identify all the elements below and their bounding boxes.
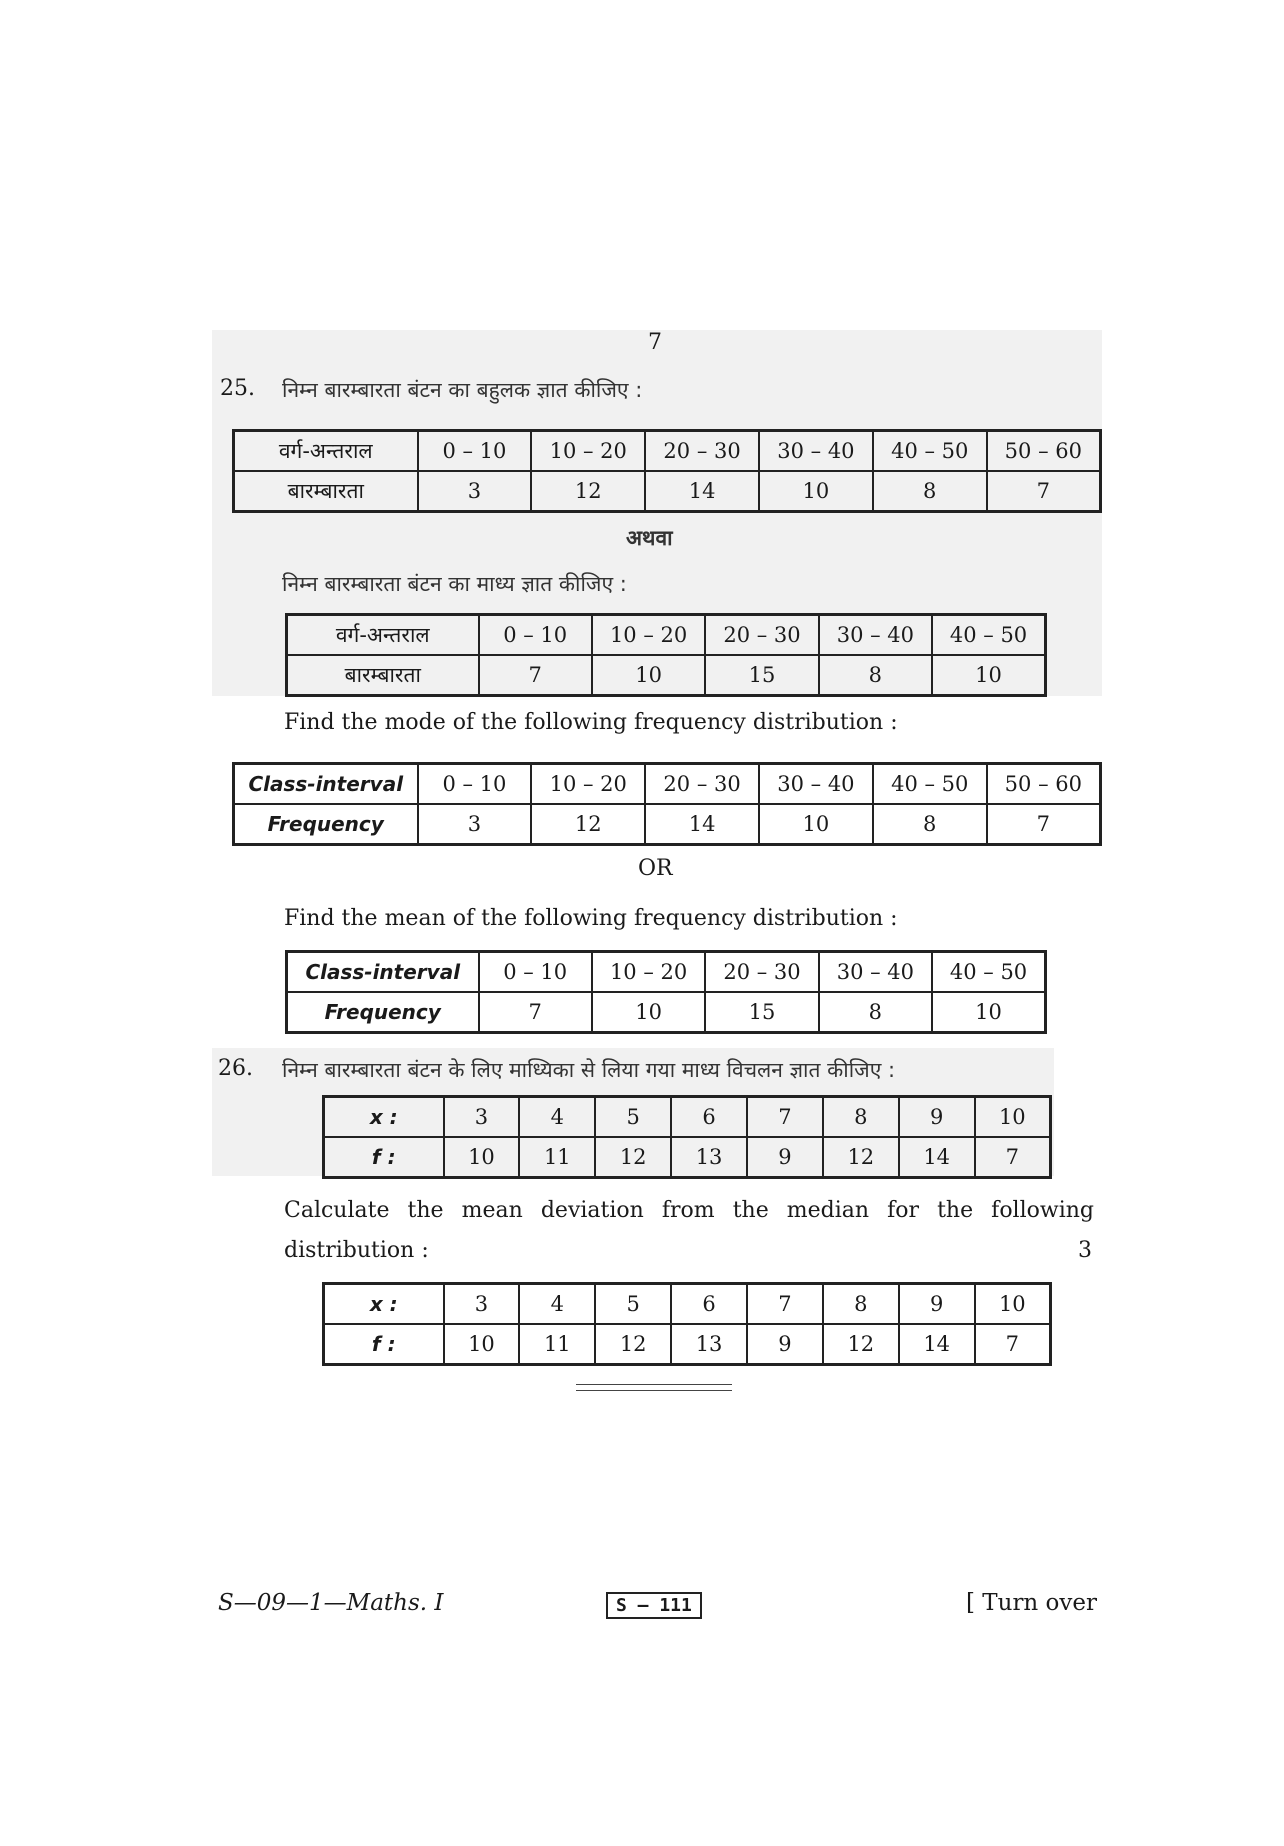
- table-cell: 14: [899, 1324, 975, 1365]
- q25-english-mode-prompt: Find the mode of the following frequency distribution :: [284, 710, 898, 735]
- table-cell: 50 – 60: [987, 764, 1101, 805]
- q25-english-or: OR: [638, 856, 673, 881]
- table-cell: 14: [899, 1137, 975, 1178]
- table-cell: 12: [823, 1324, 899, 1365]
- table-cell: 11: [519, 1324, 595, 1365]
- table-cell: 15: [705, 655, 818, 696]
- table-cell: 10 – 20: [592, 615, 705, 656]
- table-cell: 12: [531, 804, 645, 845]
- table-cell: 4: [519, 1097, 595, 1138]
- page-number: 7: [648, 330, 662, 355]
- table-cell: 12: [531, 471, 645, 512]
- table-cell: 8: [823, 1097, 899, 1138]
- table-row: [324, 1284, 1051, 1325]
- table-cell: 8: [819, 655, 932, 696]
- table-row: [234, 804, 1101, 845]
- table-cell: x :: [324, 1284, 444, 1325]
- table-cell: बारम्बारता: [234, 471, 418, 512]
- table-cell: 10: [759, 804, 873, 845]
- table-cell: 10: [975, 1284, 1051, 1325]
- table-cell: 14: [645, 471, 759, 512]
- table-cell: 10: [444, 1324, 520, 1365]
- table-cell: 7: [747, 1097, 823, 1138]
- table-cell: Class-interval: [234, 764, 418, 805]
- table-cell: 30 – 40: [759, 764, 873, 805]
- q25-english-mean-prompt: Find the mean of the following frequency distribution :: [284, 906, 898, 931]
- table-cell: 14: [645, 804, 759, 845]
- table-cell: वर्ग-अन्तराल: [287, 615, 479, 656]
- q26-english-prompt-line2: distribution :: [284, 1238, 429, 1263]
- table-cell: 7: [479, 655, 592, 696]
- footer-turn-over: [ Turn over: [966, 1590, 1098, 1616]
- table-row: [287, 952, 1046, 993]
- footer-code: S—09—1—Maths. I: [218, 1590, 444, 1616]
- q25-number: 25.: [220, 376, 255, 401]
- table-cell: 0 – 10: [418, 764, 532, 805]
- table-cell: 10: [759, 471, 873, 512]
- table-cell: 8: [823, 1284, 899, 1325]
- table-cell: 6: [671, 1284, 747, 1325]
- table-cell: 7: [479, 992, 592, 1033]
- table-cell: 4: [519, 1284, 595, 1325]
- q26-english-prompt-line1: Calculate the mean deviation from the median for the following: [284, 1198, 1094, 1223]
- table-cell: 7: [975, 1137, 1051, 1178]
- table-cell: 9: [747, 1324, 823, 1365]
- table-cell: 0 – 10: [479, 952, 592, 993]
- table-cell: f :: [324, 1137, 444, 1178]
- table-cell: x :: [324, 1097, 444, 1138]
- table-row: [234, 764, 1101, 805]
- table-cell: 20 – 30: [705, 615, 818, 656]
- table-cell: 7: [987, 804, 1101, 845]
- table-cell: 40 – 50: [932, 952, 1045, 993]
- q25-english-mean-table: [285, 950, 1047, 1034]
- table-cell: Frequency: [234, 804, 418, 845]
- table-row: [234, 431, 1101, 472]
- table-cell: 0 – 10: [418, 431, 532, 472]
- q26-number: 26.: [218, 1056, 253, 1081]
- table-cell: 10: [975, 1097, 1051, 1138]
- table-cell: 8: [819, 992, 932, 1033]
- table-cell: 20 – 30: [645, 431, 759, 472]
- table-cell: 12: [823, 1137, 899, 1178]
- table-cell: 7: [975, 1324, 1051, 1365]
- table-cell: 12: [595, 1324, 671, 1365]
- table-cell: 13: [671, 1137, 747, 1178]
- table-cell: 9: [747, 1137, 823, 1178]
- table-cell: 10 – 20: [592, 952, 705, 993]
- q26-marks: 3: [1078, 1238, 1092, 1263]
- table-cell: 8: [873, 804, 987, 845]
- q25-hindi-mean-table: [285, 613, 1047, 697]
- q26-english-table: [322, 1282, 1052, 1366]
- q26-hindi-table: [322, 1095, 1052, 1179]
- table-cell: 10 – 20: [531, 764, 645, 805]
- q26-hindi-prompt: निम्न बारम्बारता बंटन के लिए माध्यिका से लिया गया माध्य विचलन ज्ञात कीजिए :: [282, 1058, 896, 1082]
- table-cell: 10: [592, 992, 705, 1033]
- table-cell: 9: [899, 1284, 975, 1325]
- table-cell: 12: [595, 1137, 671, 1178]
- table-cell: 9: [899, 1097, 975, 1138]
- table-cell: 8: [873, 471, 987, 512]
- q25-hindi-mode-prompt: निम्न बारम्बारता बंटन का बहुलक ज्ञात कीजिए :: [282, 378, 643, 402]
- table-cell: 20 – 30: [645, 764, 759, 805]
- end-rule-top: [576, 1384, 732, 1385]
- q25-hindi-or: अथवा: [626, 526, 673, 550]
- table-cell: f :: [324, 1324, 444, 1365]
- table-cell: Class-interval: [287, 952, 479, 993]
- table-cell: 0 – 10: [479, 615, 592, 656]
- table-cell: 30 – 40: [819, 615, 932, 656]
- table-cell: 11: [519, 1137, 595, 1178]
- table-cell: 20 – 30: [705, 952, 818, 993]
- table-cell: 30 – 40: [759, 431, 873, 472]
- table-row: [287, 992, 1046, 1033]
- table-row: [287, 655, 1046, 696]
- table-cell: बारम्बारता: [287, 655, 479, 696]
- table-cell: 13: [671, 1324, 747, 1365]
- table-cell: 10: [932, 655, 1045, 696]
- table-cell: 10: [932, 992, 1045, 1033]
- table-cell: 3: [444, 1097, 520, 1138]
- footer-badge: S – 111: [606, 1592, 702, 1619]
- q25-hindi-mode-table: [232, 429, 1102, 513]
- table-cell: 6: [671, 1097, 747, 1138]
- table-cell: 5: [595, 1097, 671, 1138]
- table-row: [324, 1137, 1051, 1178]
- table-row: [234, 471, 1101, 512]
- table-cell: 7: [747, 1284, 823, 1325]
- table-cell: 10 – 20: [531, 431, 645, 472]
- table-row: [324, 1097, 1051, 1138]
- q25-hindi-mean-prompt: निम्न बारम्बारता बंटन का माध्य ज्ञात कीजिए :: [282, 572, 627, 596]
- table-cell: 40 – 50: [873, 431, 987, 472]
- table-cell: Frequency: [287, 992, 479, 1033]
- table-cell: 15: [705, 992, 818, 1033]
- table-cell: 7: [987, 471, 1101, 512]
- table-cell: 5: [595, 1284, 671, 1325]
- table-cell: वर्ग-अन्तराल: [234, 431, 418, 472]
- end-rule-bottom: [576, 1390, 732, 1391]
- table-cell: 40 – 50: [932, 615, 1045, 656]
- table-row: [324, 1324, 1051, 1365]
- table-cell: 3: [418, 471, 532, 512]
- table-cell: 3: [444, 1284, 520, 1325]
- q25-english-mode-table: [232, 762, 1102, 846]
- table-cell: 3: [418, 804, 532, 845]
- table-cell: 40 – 50: [873, 764, 987, 805]
- table-cell: 10: [444, 1137, 520, 1178]
- table-cell: 50 – 60: [987, 431, 1101, 472]
- table-cell: 30 – 40: [819, 952, 932, 993]
- table-row: [287, 615, 1046, 656]
- table-cell: 10: [592, 655, 705, 696]
